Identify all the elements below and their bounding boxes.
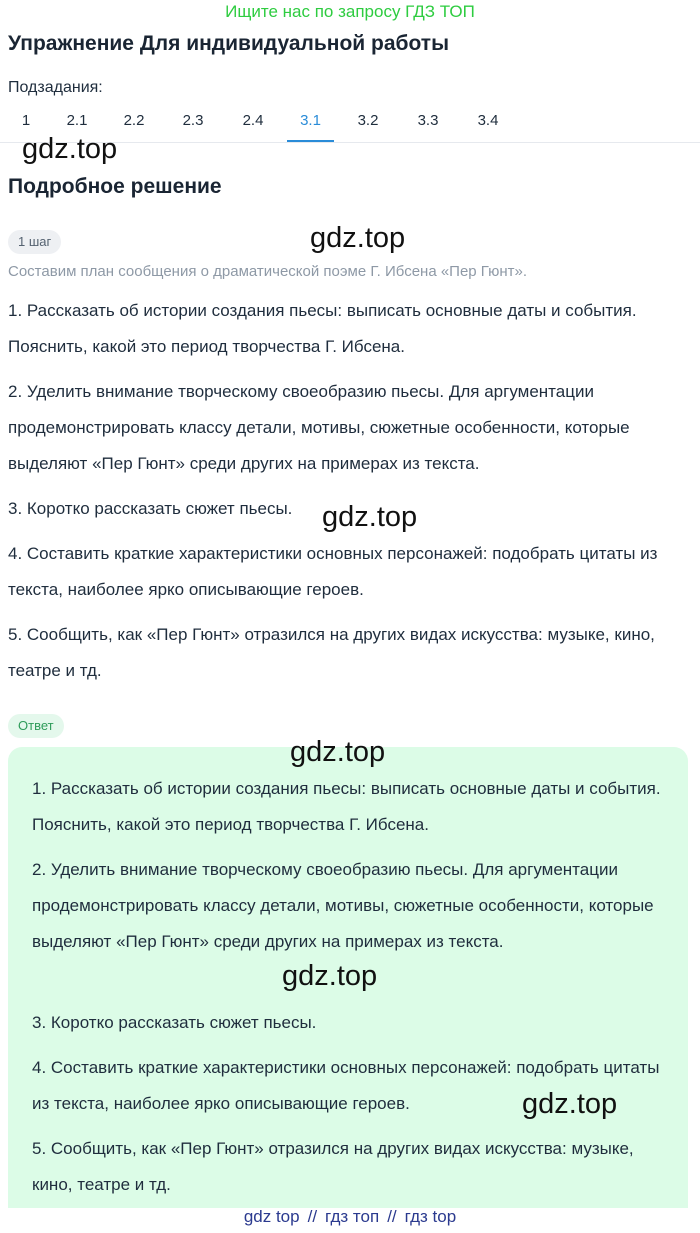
tab-3-3[interactable]: 3.3 [417,112,439,129]
answer-item: 5. Сообщить, как «Пер Гюнт» отразился на других видах искусства: музыке, кино, театре и тд. [32,1139,634,1194]
tab-2-1[interactable]: 2.1 [66,112,88,129]
watermark: gdz.top [290,736,386,768]
solution-item: 5. Сообщить, как «Пер Гюнт» отразился на других видах искусства: музыке, кино, театре и тд. [8,625,655,680]
tab-1[interactable]: 1 [21,112,31,129]
tab-2-4[interactable]: 2.4 [242,112,264,129]
tab-3-4[interactable]: 3.4 [477,112,499,129]
intro-text: Составим план сообщения о драматической поэме Г. Ибсена «Пер Гюнт». [8,263,528,280]
footer-link-gdz-top-mixed[interactable]: гдз top [404,1207,457,1226]
watermark: gdz.top [310,222,406,254]
footer-link-gdz-top-ru[interactable]: гдз топ [325,1207,380,1226]
solution-item: 1. Рассказать об истории создания пьесы: выписать основные даты и события. Пояснить, какой это период творчества Г. Ибсена. [8,301,637,356]
page-title: Упражнение Для индивидуальной работы [8,32,450,55]
answer-item: 2. Уделить внимание творческому своеобразию пьесы. Для аргументации продемонстрировать классу детали, мотивы, сюжетные особенности, которые выделяют «Пер Гюнт» среди других на примерах из текста. [32,860,654,951]
tab-3-1[interactable]: 3.1 [287,108,334,142]
footer-separator: // [387,1207,397,1226]
footer-link-gdz-top[interactable]: gdz top [243,1207,300,1226]
footer-separator: // [307,1207,318,1226]
subtasks-label: Подзадания: [8,79,103,96]
answer-item: 4. Составить краткие характеристики основных персонажей: подобрать цитаты из текста, наиболее ярко описывающие героев. [32,1058,660,1113]
watermark: gdz.top [322,501,418,533]
watermark: gdz.top [22,133,118,165]
solution-item: 2. Уделить внимание творческому своеобразию пьесы. Для аргументации продемонстрировать классу детали, мотивы, сюжетные особенности, которые выделяют «Пер Гюнт» среди других на примерах из текста. [8,382,630,473]
tab-2-3[interactable]: 2.3 [182,112,204,129]
answer-badge: Ответ [8,714,64,738]
section-title: Подробное решение [8,175,222,198]
watermark: gdz.top [282,960,378,992]
solution-item: 4. Составить краткие характеристики основных персонажей: подобрать цитаты из текста, наиболее ярко описывающие героев. [8,544,658,599]
watermark: gdz.top [522,1088,618,1120]
answer-item: 3. Коротко рассказать сюжет пьесы. [32,1013,317,1032]
top-banner: Ищите нас по запросу ГДЗ ТОП [225,2,475,21]
solution-item: 3. Коротко рассказать сюжет пьесы. [8,499,293,518]
footer [0,1207,700,1227]
step-badge: 1 шаг [8,230,61,254]
answer-item: 1. Рассказать об истории создания пьесы: выписать основные даты и события. Пояснить, какой это период творчества Г. Ибсена. [32,779,661,834]
tab-2-2[interactable]: 2.2 [123,112,145,129]
tab-3-2[interactable]: 3.2 [357,112,379,129]
